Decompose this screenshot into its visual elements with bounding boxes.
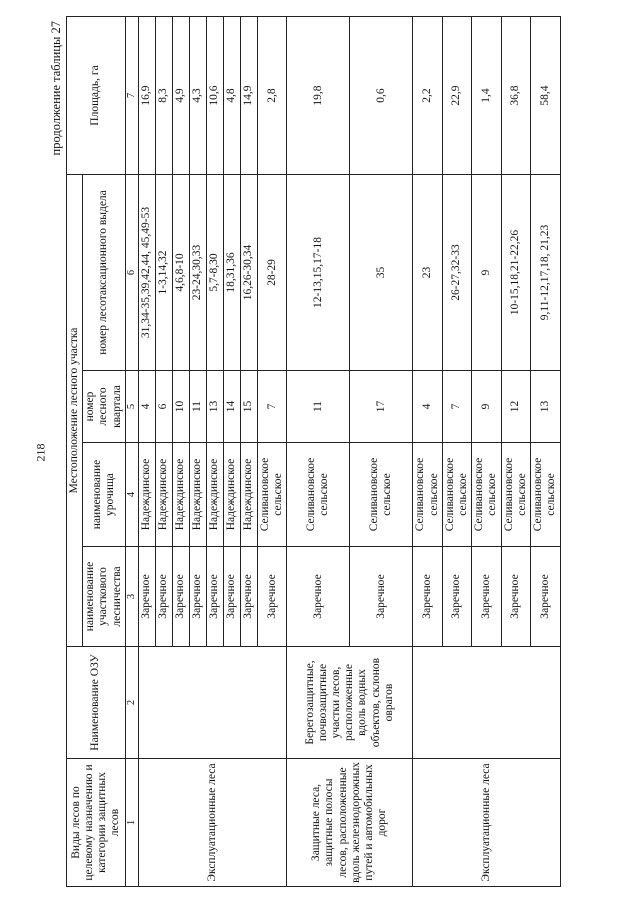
area-cell: 36,8: [501, 17, 530, 175]
area-cell: 16,9: [138, 17, 155, 175]
area-cell: 4,9: [172, 17, 189, 175]
tract-cell: Надеждинское: [155, 443, 172, 547]
quarter-cell: 14: [223, 371, 240, 443]
district-cell: Заречное: [223, 547, 240, 647]
header-quarter: номер лесного квартала: [83, 371, 126, 443]
column-number: 7: [125, 17, 138, 175]
allotment-cell: 1-3,14,32: [155, 175, 172, 371]
area-cell: 8,3: [155, 17, 172, 175]
quarter-cell: 7: [257, 371, 286, 443]
area-cell: 4,3: [189, 17, 206, 175]
header-ozu-name: Наименование ОЗУ: [67, 647, 126, 759]
column-number: 5: [125, 371, 138, 443]
rotated-table-page: [46, 17, 594, 887]
quarter-cell: 9: [472, 371, 501, 443]
district-cell: Заречное: [531, 547, 560, 647]
tract-cell: Надеждинское: [189, 443, 206, 547]
tract-cell: Надеждинское: [138, 443, 155, 547]
allotment-cell: 16,26-30,34: [240, 175, 257, 371]
tract-cell: Селивановское сельское: [287, 443, 350, 547]
table-caption: продолжение таблицы 27: [49, 21, 63, 156]
district-cell: Заречное: [155, 547, 172, 647]
area-cell: 10,6: [206, 17, 223, 175]
quarter-cell: 15: [240, 371, 257, 443]
area-cell: 4,8: [223, 17, 240, 175]
column-number: 4: [125, 443, 138, 547]
forest-plots-table: [66, 16, 561, 887]
tract-cell: Надеждинское: [172, 443, 189, 547]
column-number: 6: [125, 175, 138, 371]
header-location-group: Местоположение лесного участка: [67, 175, 83, 647]
quarter-cell: 12: [501, 371, 530, 443]
quarter-cell: 4: [413, 371, 442, 443]
allotment-cell: 31,34-35,39,42,44, 45,49-53: [138, 175, 155, 371]
district-cell: Заречное: [413, 547, 442, 647]
quarter-cell: 13: [206, 371, 223, 443]
allotment-cell: 12-13,15,17-18: [287, 175, 350, 371]
district-cell: Заречное: [172, 547, 189, 647]
allotment-cell: 23-24,30,33: [189, 175, 206, 371]
district-cell: Заречное: [350, 547, 413, 647]
district-cell: Заречное: [240, 547, 257, 647]
district-cell: Заречное: [287, 547, 350, 647]
allotment-cell: 18,31,36: [223, 175, 240, 371]
tract-cell: Селивановское сельское: [442, 443, 471, 547]
quarter-cell: 4: [138, 371, 155, 443]
tract-cell: Селивановское сельское: [472, 443, 501, 547]
quarter-cell: 10: [172, 371, 189, 443]
allotment-cell: 28-29: [257, 175, 286, 371]
allotment-cell: 4,6,8-10: [172, 175, 189, 371]
allotment-cell: 9,11-12,17,18, 21,23: [531, 175, 560, 371]
forest-category-cell: Защитные леса, защитные полосы лесов, расположенные вдоль железнодорожных путей и автомобильных дорог: [287, 759, 413, 887]
forest-category-cell: Эксплуатационные леса: [138, 759, 286, 887]
page-number: 218: [33, 443, 48, 462]
header-forest-type: Виды лесов по целевому назначению и категории защитных лесов: [67, 759, 126, 887]
area-cell: 14,9: [240, 17, 257, 175]
tract-cell: Надеждинское: [223, 443, 240, 547]
allotment-cell: 35: [350, 175, 413, 371]
tract-cell: Надеждинское: [240, 443, 257, 547]
area-cell: 2,8: [257, 17, 286, 175]
district-cell: Заречное: [189, 547, 206, 647]
tract-cell: Селивановское сельское: [413, 443, 442, 547]
allotment-cell: 10-15,18,21-22,26: [501, 175, 530, 371]
header-district: наименование участкового лесничества: [83, 547, 126, 647]
ozu-cell: Берегозащитные, почвозащитные участки лесов, расположенные вдоль водных объектов, склонов оврагов: [287, 647, 413, 759]
table-row: [287, 17, 350, 887]
quarter-cell: 13: [531, 371, 560, 443]
forest-category-cell: Эксплуатационные леса: [413, 759, 560, 887]
quarter-cell: 7: [442, 371, 471, 443]
column-number: 2: [125, 647, 138, 759]
column-number: 1: [125, 759, 138, 887]
header-area: Площадь, га: [67, 17, 126, 175]
district-cell: Заречное: [501, 547, 530, 647]
district-cell: Заречное: [257, 547, 286, 647]
header-tract: наименование урочища: [83, 443, 126, 547]
district-cell: Заречное: [472, 547, 501, 647]
ozu-cell: [413, 647, 560, 759]
allotment-cell: 5,7-8,30: [206, 175, 223, 371]
table-row: [413, 17, 442, 887]
area-cell: 0,6: [350, 17, 413, 175]
ozu-cell: [138, 647, 286, 759]
tract-cell: Селивановское сельское: [257, 443, 286, 547]
column-number: 3: [125, 547, 138, 647]
area-cell: 22,9: [442, 17, 471, 175]
district-cell: Заречное: [138, 547, 155, 647]
district-cell: Заречное: [442, 547, 471, 647]
table-row: [138, 17, 155, 887]
tract-cell: Селивановское сельское: [350, 443, 413, 547]
allotment-cell: 9: [472, 175, 501, 371]
quarter-cell: 6: [155, 371, 172, 443]
area-cell: 58,4: [531, 17, 560, 175]
area-cell: 2,2: [413, 17, 442, 175]
quarter-cell: 17: [350, 371, 413, 443]
area-cell: 19,8: [287, 17, 350, 175]
tract-cell: Селивановское сельское: [531, 443, 560, 547]
tract-cell: Селивановское сельское: [501, 443, 530, 547]
quarter-cell: 11: [287, 371, 350, 443]
tract-cell: Надеждинское: [206, 443, 223, 547]
area-cell: 1,4: [472, 17, 501, 175]
quarter-cell: 11: [189, 371, 206, 443]
header-allotment: номер лесотаксационного выдела: [83, 175, 126, 371]
district-cell: Заречное: [206, 547, 223, 647]
allotment-cell: 26-27,32-33: [442, 175, 471, 371]
allotment-cell: 23: [413, 175, 442, 371]
